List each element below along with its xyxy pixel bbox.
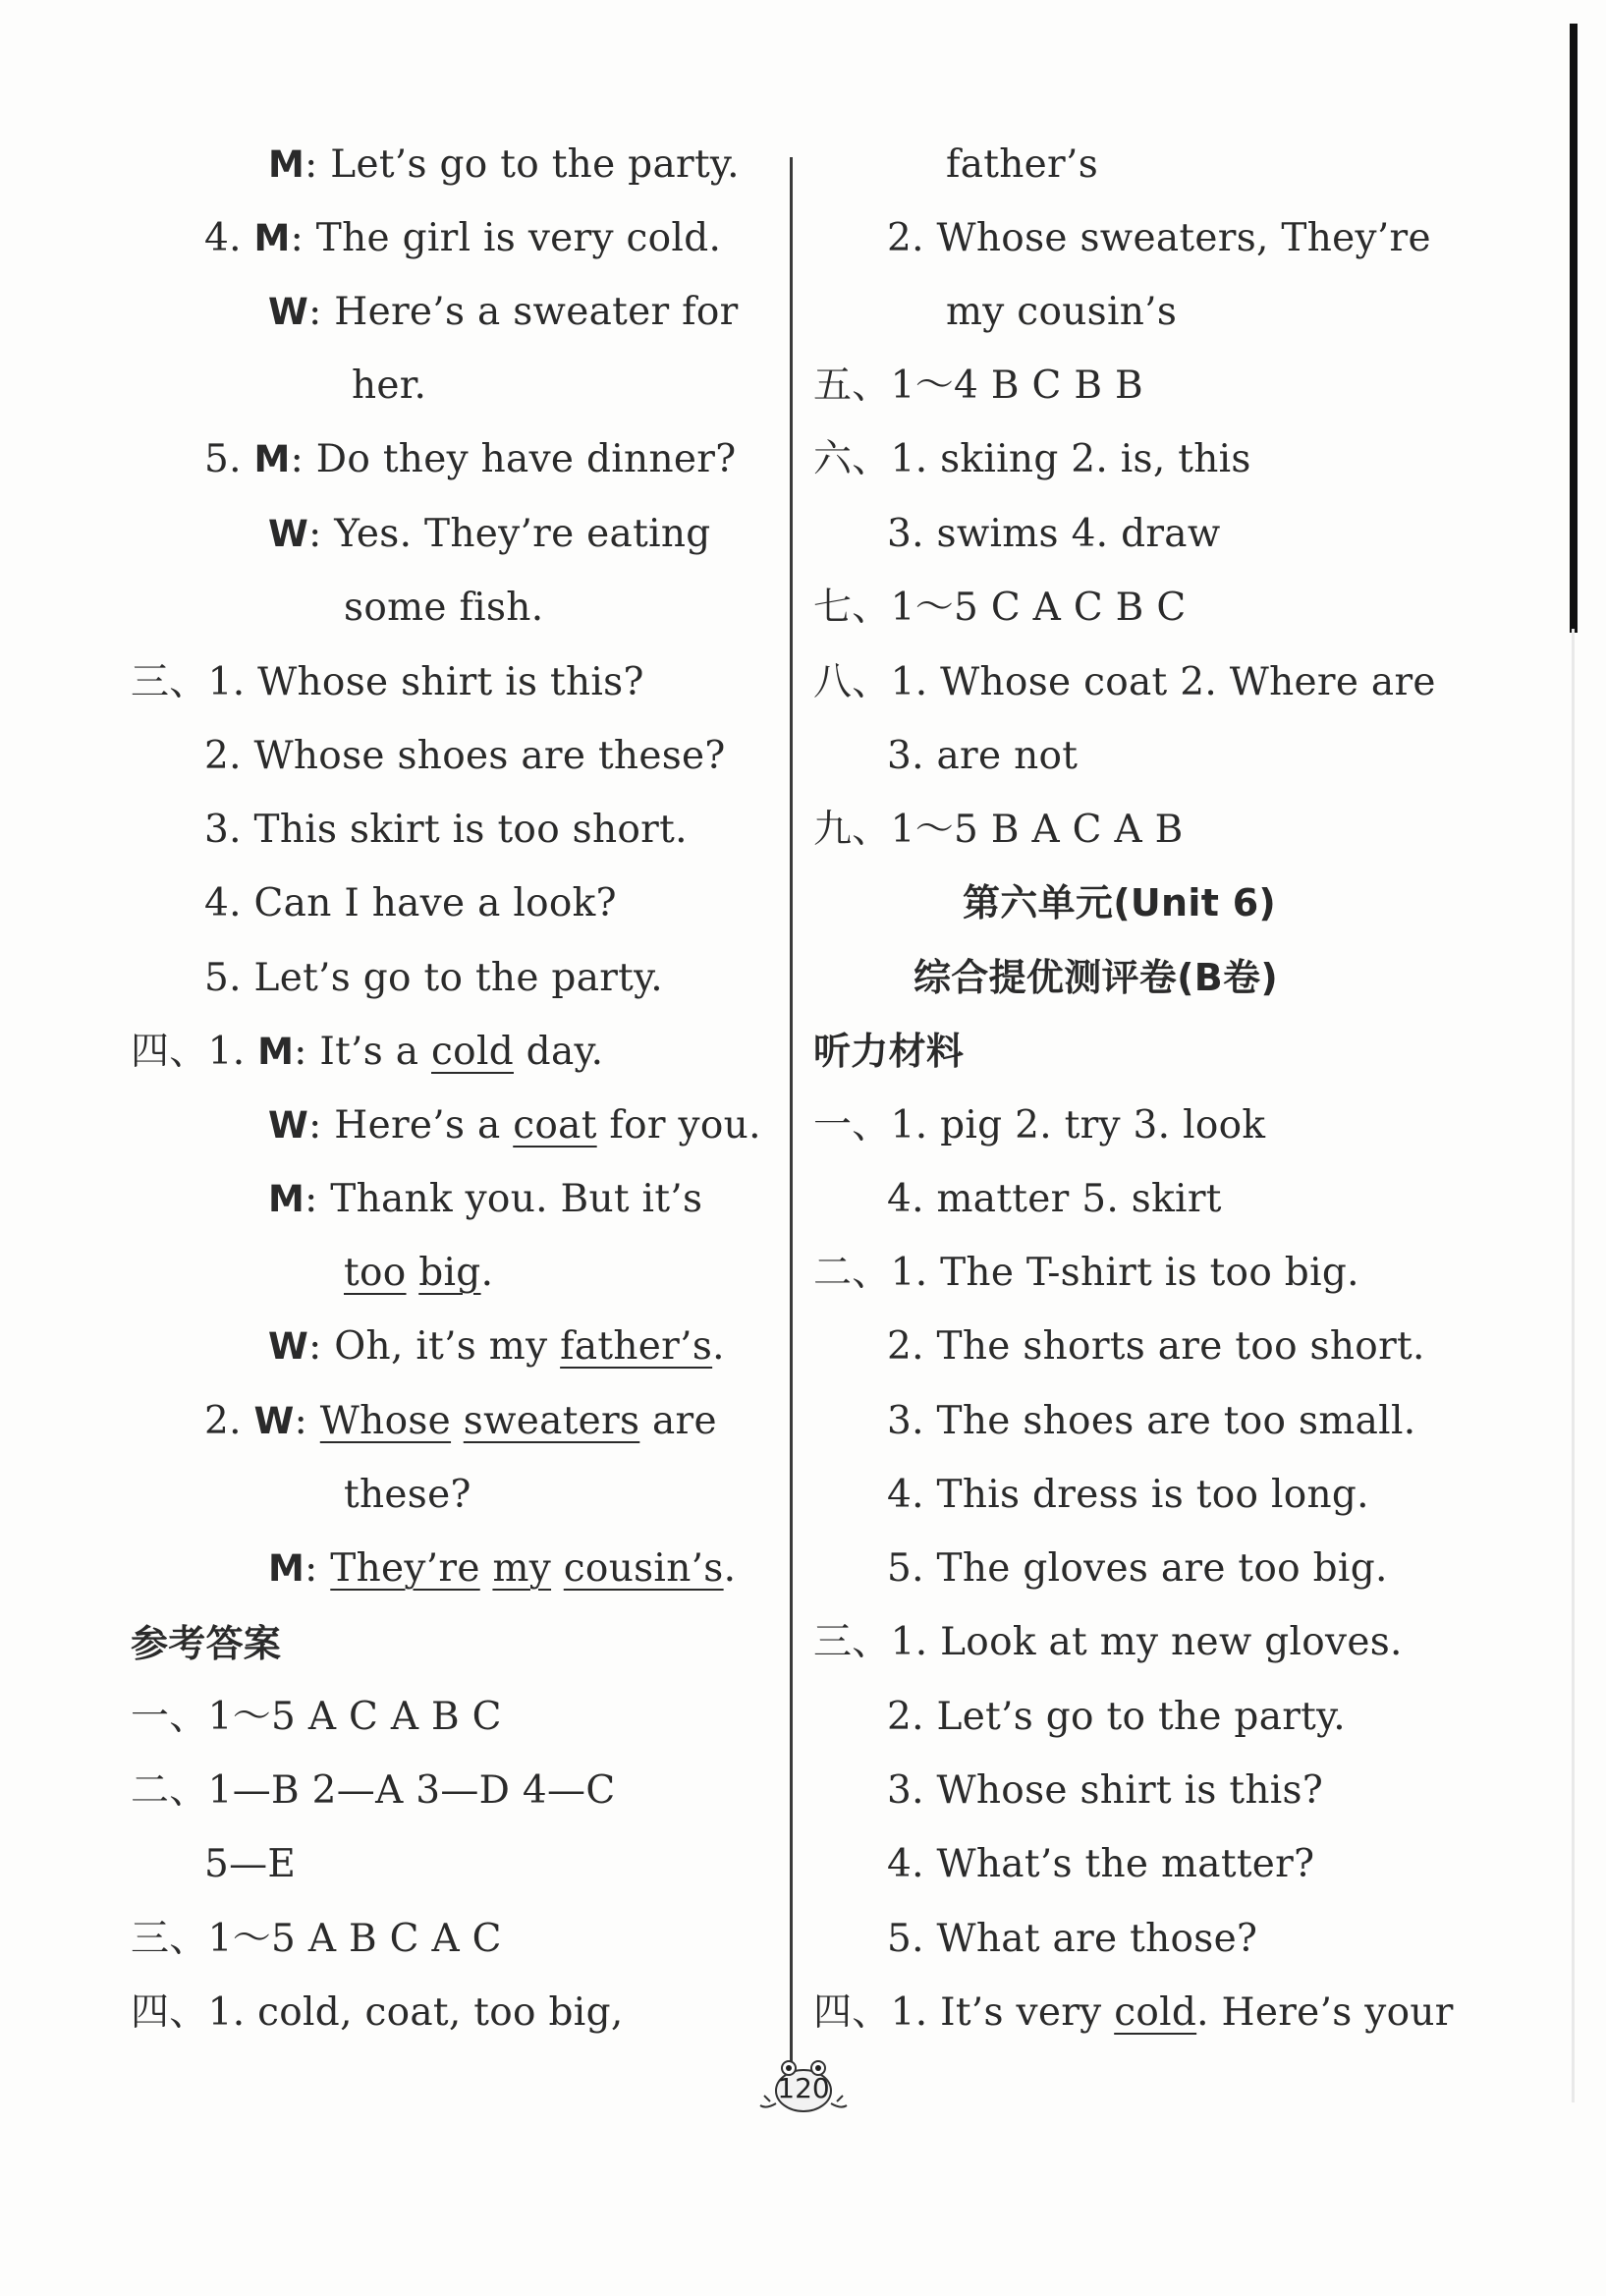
line-text: 5. What are those? [887, 1917, 1258, 1961]
text-line [268, 1546, 737, 1593]
speaker-label: W [268, 1325, 309, 1368]
line-text: : Thank you. But it’s [305, 1177, 703, 1221]
speaker-label: M [268, 1547, 305, 1590]
line-text: 四、1. [131, 1030, 258, 1074]
line-text: 4. This dress is too long. [887, 1473, 1369, 1517]
section-heading: 综合提优测评卷(B卷) [914, 956, 1278, 999]
text-line [131, 1768, 616, 1815]
text-line [268, 1103, 761, 1149]
line-text: 3. swims 4. draw [887, 512, 1221, 556]
line-text: her. [352, 364, 427, 408]
line-text [407, 1251, 419, 1295]
text-line [268, 290, 739, 336]
section-heading: 参考答案 [131, 1622, 282, 1665]
text-line [268, 1177, 703, 1223]
text-line [204, 1399, 717, 1445]
text-line [204, 881, 617, 927]
text-line [344, 1473, 471, 1519]
text-line [963, 881, 1277, 927]
page-edge-shadow [1572, 629, 1575, 2102]
speaker-label: W [253, 1400, 295, 1442]
line-text: : Yes. They’re eating [308, 512, 711, 556]
text-line [204, 1842, 297, 1888]
text-line [914, 956, 1278, 1002]
text-line [352, 366, 426, 410]
text-line [813, 1990, 1454, 2037]
speaker-label: W [268, 1104, 309, 1147]
line-text: some fish. [344, 586, 544, 630]
line-text: for you. [596, 1103, 761, 1148]
line-text: these? [344, 1473, 471, 1517]
column-divider [790, 157, 793, 2083]
line-text: 二、1—B 2—A 3—D 4—C [131, 1768, 616, 1813]
underlined-word: father’s [560, 1324, 713, 1369]
line-text: : [294, 1399, 320, 1443]
text-line [131, 1622, 282, 1668]
page-number: 120 [777, 2072, 830, 2104]
text-line [887, 216, 1431, 262]
text-line [813, 660, 1436, 706]
line-text: 三、1. Look at my new gloves. [813, 1620, 1403, 1664]
line-text: : The girl is very cold. [290, 216, 722, 260]
line-text: my cousin’s [946, 290, 1178, 334]
line-text [451, 1399, 464, 1443]
line-text: 五、1～4 B C B B [813, 364, 1143, 408]
page-number-badge [756, 2058, 851, 2117]
line-text: 3. This skirt is too short. [204, 808, 688, 852]
line-text: 2. Whose shoes are these? [204, 734, 726, 778]
text-line [204, 734, 726, 780]
line-text: 5. The gloves are too big. [887, 1546, 1388, 1591]
text-line [268, 1324, 725, 1371]
line-text: 5. [204, 437, 254, 481]
text-line [946, 290, 1178, 336]
section-heading: 第六单元(Unit 6) [963, 881, 1277, 924]
line-text: 三、1～5 A B C A C [131, 1917, 502, 1961]
line-text: 九、1～5 B A C A B [813, 808, 1184, 852]
line-text: : Here’s a [308, 1103, 514, 1148]
speaker-label: M [268, 143, 305, 186]
text-line [344, 1251, 494, 1297]
speaker-label: M [253, 438, 291, 480]
text-line [813, 1620, 1403, 1666]
text-line [887, 1917, 1258, 1963]
line-text: : Here’s a sweater for [308, 290, 739, 334]
line-text [480, 1546, 493, 1591]
line-text: : Do they have dinner? [290, 437, 737, 481]
underlined-word: too [344, 1251, 407, 1295]
line-text: 六、1. skiing 2. is, this [813, 437, 1251, 481]
line-text: . [480, 1251, 494, 1295]
line-text: 一、1～5 A C A B C [131, 1695, 502, 1739]
line-text: 2. Whose sweaters, They’re [887, 216, 1431, 260]
underlined-word: my [492, 1546, 552, 1591]
text-line [131, 1030, 604, 1076]
text-line [813, 1251, 1359, 1297]
text-line [268, 142, 740, 189]
underlined-word: cold [1114, 1990, 1197, 2035]
text-line [887, 1695, 1347, 1741]
underlined-word: They’re [330, 1546, 480, 1591]
underlined-word: big [418, 1251, 481, 1295]
line-text: 5—E [204, 1842, 297, 1886]
text-line [204, 216, 722, 262]
text-line [887, 1546, 1388, 1593]
line-text: . [723, 1546, 737, 1591]
text-line [344, 588, 543, 632]
text-line [813, 1030, 965, 1076]
text-line [887, 1399, 1416, 1445]
underlined-word: cold [431, 1030, 514, 1074]
section-heading: 听力材料 [813, 1030, 965, 1073]
text-line [268, 512, 711, 558]
text-line [887, 1177, 1222, 1223]
line-text: 5. Let’s go to the party. [204, 956, 664, 1000]
line-text: 四、1. It’s very [813, 1990, 1115, 2035]
line-text: 3. are not [887, 734, 1079, 778]
line-text: 3. Whose shirt is this? [887, 1768, 1324, 1813]
text-line [813, 437, 1251, 483]
line-text: 四、1. cold, coat, too big, [131, 1990, 624, 2035]
line-text: 4. matter 5. skirt [887, 1177, 1222, 1221]
speaker-label: W [268, 513, 309, 555]
text-line [813, 588, 1186, 632]
text-line [887, 1768, 1324, 1815]
line-text: 七、1～5 C A C B C [813, 586, 1187, 630]
text-line [813, 366, 1143, 410]
line-text: 2. [204, 1399, 254, 1443]
text-line [204, 956, 664, 1002]
line-text: are [639, 1399, 717, 1443]
page-edge-bar [1570, 24, 1578, 633]
line-text [551, 1546, 564, 1591]
line-text: 4. [204, 216, 254, 260]
text-line [813, 808, 1184, 854]
text-line [204, 808, 688, 854]
line-text: : Oh, it’s my [308, 1324, 561, 1369]
text-line [131, 1695, 502, 1741]
line-text: 4. What’s the matter? [887, 1842, 1315, 1886]
underlined-word: Whose [319, 1399, 452, 1443]
line-text: : Let’s go to the party. [305, 142, 740, 187]
line-text: 三、1. Whose shirt is this? [131, 660, 644, 704]
line-text: . [712, 1324, 725, 1369]
line-text: 2. The shorts are too short. [887, 1324, 1425, 1369]
text-line [131, 660, 644, 706]
speaker-label: M [257, 1031, 295, 1073]
text-line [131, 1990, 624, 2037]
text-line [887, 1842, 1315, 1888]
text-line [204, 437, 737, 483]
line-text: . Here’s your [1196, 1990, 1454, 2035]
line-text: 2. Let’s go to the party. [887, 1695, 1347, 1739]
line-text: 二、1. The T-shirt is too big. [813, 1251, 1359, 1295]
underlined-word: coat [513, 1103, 597, 1148]
underlined-word: cousin’s [563, 1546, 724, 1591]
text-line [887, 1324, 1425, 1371]
line-text: : [305, 1546, 331, 1591]
text-line [887, 512, 1221, 558]
line-text: 一、1. pig 2. try 3. look [813, 1103, 1266, 1148]
line-text: : It’s a [294, 1030, 432, 1074]
text-line [131, 1917, 502, 1963]
line-text: 八、1. Whose coat 2. Where are [813, 660, 1436, 704]
line-text: 3. The shoes are too small. [887, 1399, 1416, 1443]
speaker-label: M [253, 217, 291, 259]
text-line [887, 734, 1079, 780]
line-text: 4. Can I have a look? [204, 881, 617, 925]
text-line [887, 1473, 1369, 1519]
underlined-word: sweaters [463, 1399, 640, 1443]
speaker-label: W [268, 291, 309, 333]
text-line [813, 1103, 1266, 1149]
text-line [946, 142, 1099, 189]
line-text: father’s [946, 142, 1099, 187]
speaker-label: M [268, 1178, 305, 1220]
line-text: day. [513, 1030, 604, 1074]
